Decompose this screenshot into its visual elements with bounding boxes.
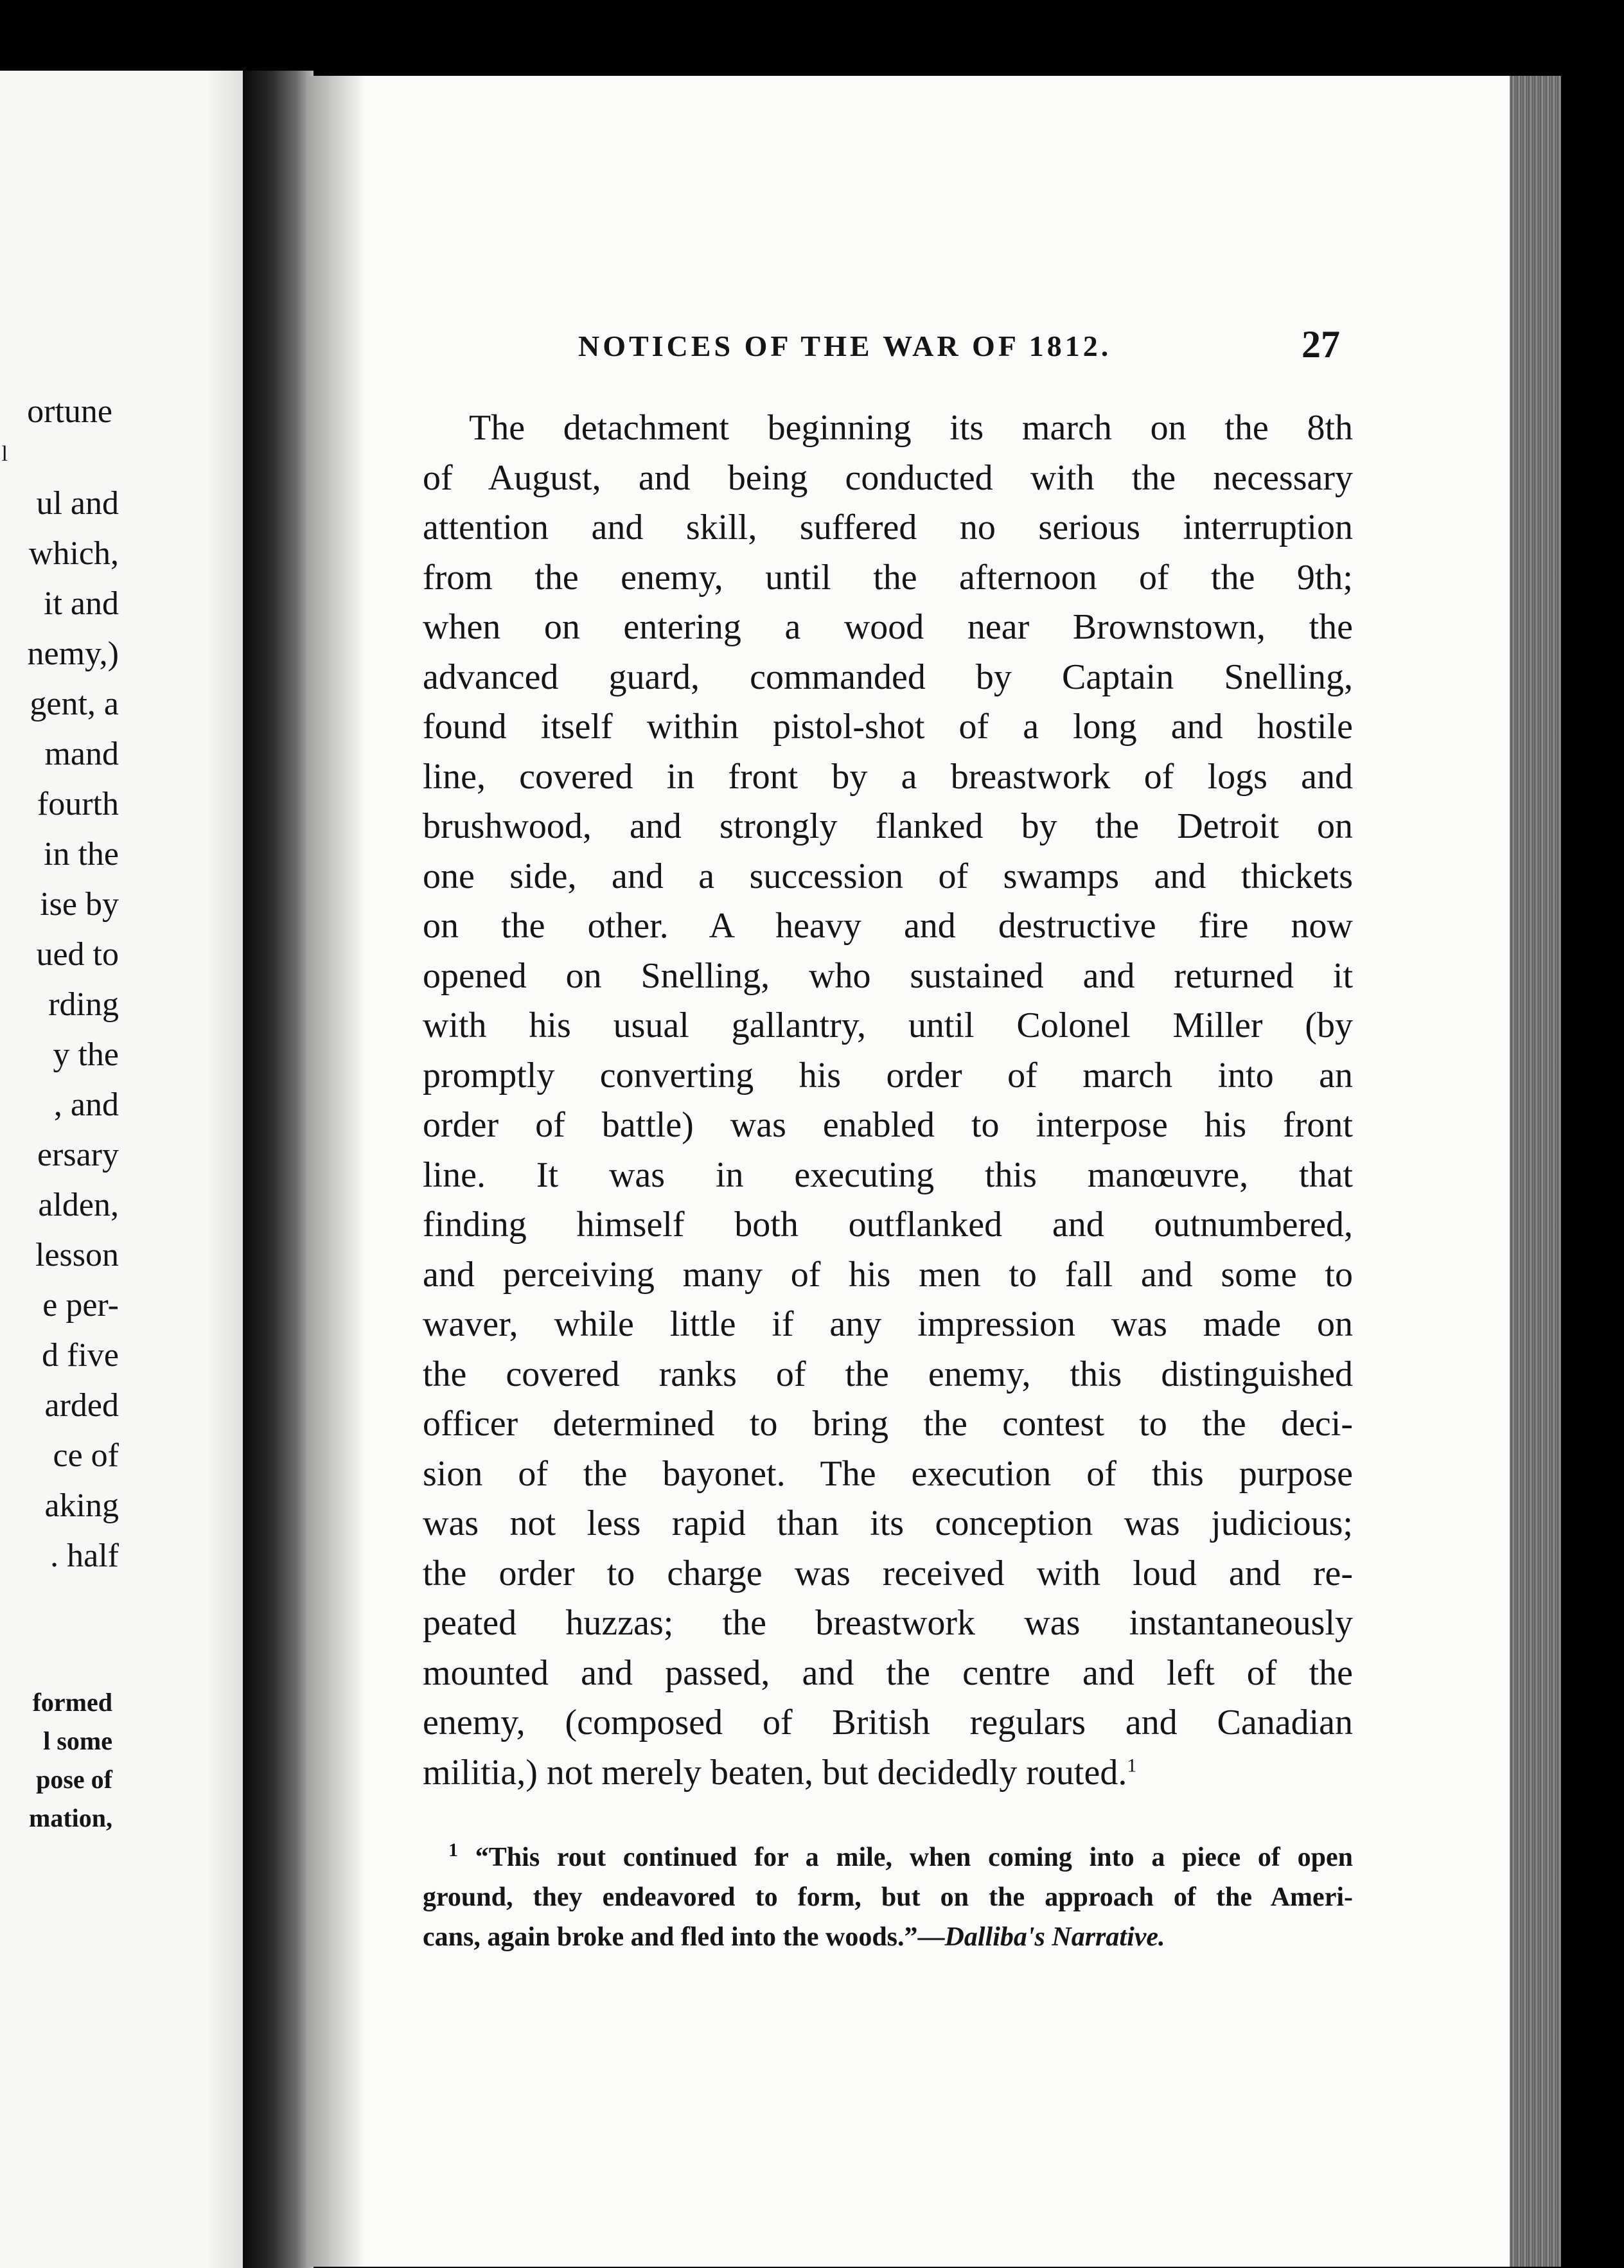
body-line: peated huzzas; the breastwork was instantaneously xyxy=(423,1603,1353,1643)
left-gutter-shadow xyxy=(206,71,244,2268)
body-line: was not less rapid than its conception was judicious; xyxy=(423,1503,1353,1543)
left-page-fragment xyxy=(0,71,244,2268)
footnote xyxy=(423,1838,1353,1957)
page-number: 27 xyxy=(1302,323,1340,366)
body-line: waver, while little if any impression was made on xyxy=(423,1304,1353,1344)
left-page-line: gent, a xyxy=(30,686,119,722)
left-page-line: . half xyxy=(50,1537,119,1574)
left-page-line: e per- xyxy=(42,1287,119,1324)
body-line: line. It was in executing this manœuvre, that xyxy=(423,1155,1353,1195)
left-page-line: it and xyxy=(44,585,119,622)
body-line: brushwood, and strongly flanked by the Detroit on xyxy=(423,806,1353,846)
body-line: of August, and being conducted with the necessary xyxy=(423,457,1353,498)
left-page-line: lesson xyxy=(35,1237,119,1273)
body-line: advanced guard, commanded by Captain Snelling, xyxy=(423,657,1353,697)
body-line: with his usual gallantry, until Colonel Miller (by xyxy=(423,1006,1353,1045)
left-page-line: ise by xyxy=(40,886,119,923)
body-line: one side, and a succession of swamps and thickets xyxy=(423,856,1353,896)
left-page-line: y the xyxy=(53,1036,119,1073)
body-line: the covered ranks of the enemy, this distinguished xyxy=(423,1354,1353,1394)
left-page-line: ul and xyxy=(36,485,119,522)
body-line: finding himself both outflanked and outnumbered, xyxy=(423,1205,1353,1245)
left-page-footnote-line: l some xyxy=(43,1726,112,1755)
body-line: attention and skill, suffered no serious interruption xyxy=(423,508,1353,547)
right-gutter-shadow xyxy=(308,76,366,2267)
left-page-line: ersary xyxy=(37,1137,119,1173)
left-page-line: l xyxy=(1,442,8,466)
left-page-line: mand xyxy=(44,736,119,772)
left-page-line: fourth xyxy=(37,786,119,822)
left-page-line: which, xyxy=(28,535,119,572)
body-line: when on entering a wood near Brownstown, the xyxy=(423,607,1353,647)
body-line: The detachment beginning its march on the 8th xyxy=(469,408,1353,448)
left-page-line: aking xyxy=(44,1487,119,1524)
running-head: NOTICES OF THE WAR OF 1812. xyxy=(578,330,1112,362)
left-page-line: ce of xyxy=(53,1437,119,1474)
body-line-text: militia,) not merely beaten, but decidedly routed. xyxy=(423,1752,1127,1793)
left-page-footnote-line: mation, xyxy=(29,1803,112,1832)
body-line: opened on Snelling, who sustained and returned it xyxy=(423,955,1353,996)
body-line: line, covered in front by a breastwork of logs and xyxy=(423,756,1353,797)
footnote-source: Dalliba's Narrative. xyxy=(944,1922,1165,1952)
scan-border-right xyxy=(1561,76,1624,2267)
left-page-footnote-line: formed xyxy=(32,1688,112,1717)
body-line: found itself within pistol-shot of a long and hostile xyxy=(423,707,1353,747)
body-line: and perceiving many of his men to fall and some to xyxy=(423,1254,1353,1295)
body-line: order of battle) was enabled to interpose his front xyxy=(423,1105,1353,1145)
left-page-line: , and xyxy=(53,1086,119,1123)
left-page-line: d five xyxy=(42,1337,119,1374)
footnote-line: ground, they endeavored to form, but on the approach of the Ameri- xyxy=(423,1883,1353,1912)
footnote-line xyxy=(423,1917,1353,1957)
left-page-line: arded xyxy=(44,1387,119,1424)
footnote-reference: 1 xyxy=(1127,1754,1137,1776)
body-line: promptly converting his order of march into an xyxy=(423,1055,1353,1095)
body-line: from the enemy, until the afternoon of the 9th; xyxy=(423,557,1353,598)
footnote-marker: 1 xyxy=(448,1839,458,1861)
left-page-line: ortune xyxy=(27,393,112,430)
body-line: on the other. A heavy and destructive fire now xyxy=(423,906,1353,946)
book-binding-gutter xyxy=(243,71,313,2268)
footnote-text: “This rout continued for a mile, when coming into a piece of open xyxy=(475,1843,1353,1872)
body-paragraph xyxy=(423,403,1353,1798)
body-line: the order to charge was received with loud and re- xyxy=(423,1553,1353,1593)
body-line: officer determined to bring the contest to the deci- xyxy=(423,1404,1353,1444)
footnote-line xyxy=(423,1838,1353,1877)
left-page-line: nemy,) xyxy=(27,635,119,672)
left-page-footnote-line: pose of xyxy=(36,1765,112,1794)
page-edge-texture xyxy=(1510,76,1561,2267)
body-line: enemy, (composed of British regulars and Canadian xyxy=(423,1703,1353,1742)
body-line-final xyxy=(423,1748,1353,1798)
body-line: sion of the bayonet. The execution of this purpose xyxy=(423,1453,1353,1494)
left-page-line: ued to xyxy=(36,936,119,973)
left-page-line: rding xyxy=(48,986,119,1023)
footnote-text: cans, again broke and fled into the woods.”— xyxy=(423,1922,945,1952)
body-line: mounted and passed, and the centre and left of the xyxy=(423,1652,1353,1693)
left-page-line: alden, xyxy=(38,1187,119,1223)
left-page-line: in the xyxy=(44,836,119,873)
